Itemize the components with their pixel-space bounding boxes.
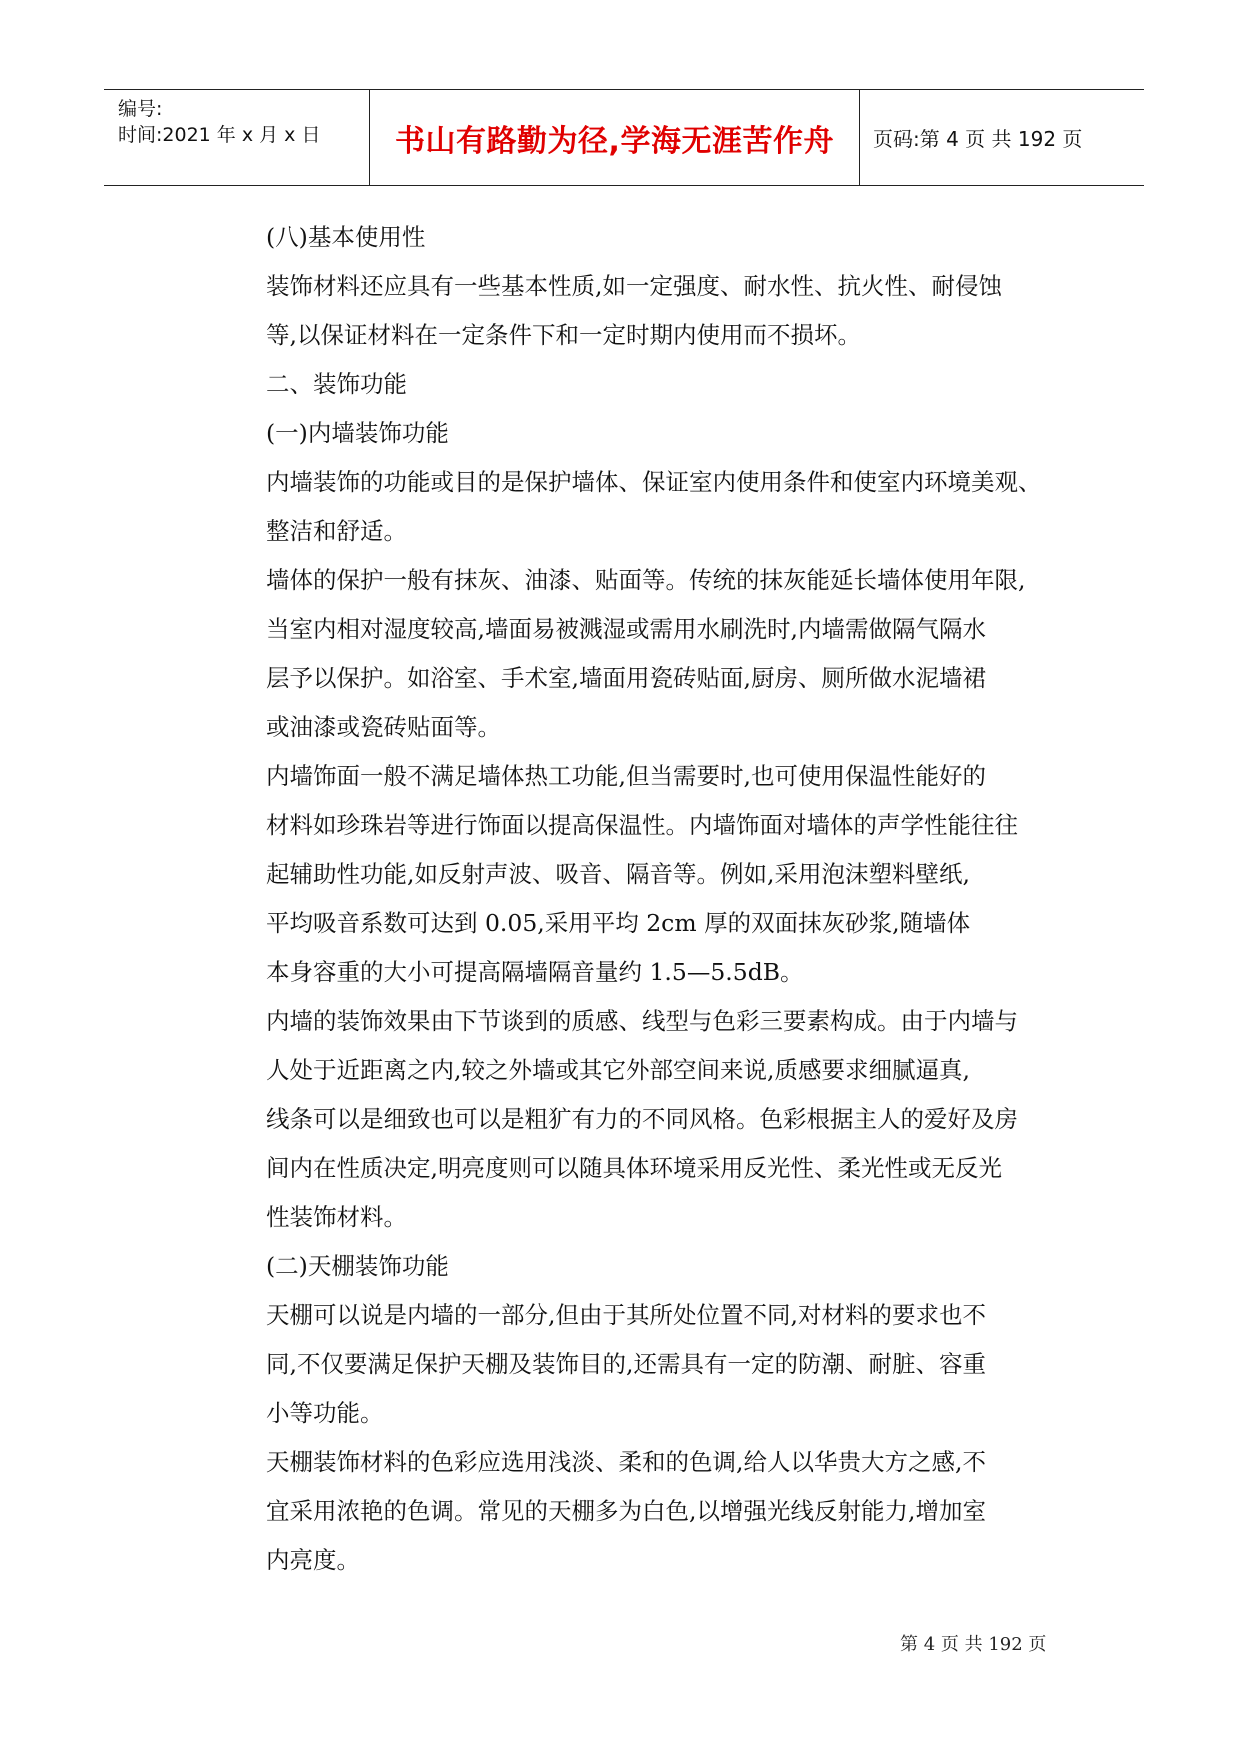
body-line: 本身容重的大小可提高隔墙隔音量约 1.5—5.5dB。 xyxy=(266,958,804,986)
section-heading-decor-function: 二、装饰功能 xyxy=(266,370,407,398)
page-header xyxy=(104,89,1144,186)
header-page-cell xyxy=(860,90,1144,185)
body-line: 间内在性质决定,明亮度则可以随具体环境采用反光性、柔光性或无反光 xyxy=(266,1154,1002,1182)
body-line: 平均吸音系数可达到 0.05,采用平均 2cm 厚的双面抹灰砂浆,随墙体 xyxy=(266,909,971,937)
body-line: 或油漆或瓷砖贴面等。 xyxy=(266,713,501,741)
body-line: 小等功能。 xyxy=(266,1399,384,1427)
header-info-cell xyxy=(104,90,370,185)
body-line: 材料如珍珠岩等进行饰面以提高保温性。内墙饰面对墙体的声学性能往往 xyxy=(266,811,1018,839)
body-line: 人处于近距离之内,较之外墙或其它外部空间来说,质感要求细腻逼真, xyxy=(266,1056,970,1084)
document-body xyxy=(266,213,1076,1585)
page-code: 页码:第 4 页 共 192 页 xyxy=(873,127,1083,151)
body-line: 内墙装饰的功能或目的是保护墙体、保证室内使用条件和使室内环境美观、 xyxy=(266,468,1042,496)
heading-basic-usability: (八)基本使用性 xyxy=(266,223,426,251)
body-line: 内亮度。 xyxy=(266,1546,360,1574)
body-line: 天棚可以说是内墙的一部分,但由于其所处位置不同,对材料的要求也不 xyxy=(266,1301,986,1329)
heading-ceiling: (二)天棚装饰功能 xyxy=(266,1252,449,1280)
body-line: 内墙的装饰效果由下节谈到的质感、线型与色彩三要素构成。由于内墙与 xyxy=(266,1007,1018,1035)
body-line: 天棚装饰材料的色彩应选用浅淡、柔和的色调,给人以华贵大方之感,不 xyxy=(266,1448,986,1476)
header-motto-cell xyxy=(370,90,860,185)
motto-text: 书山有路勤为径,学海无涯苦作舟 xyxy=(395,123,834,159)
body-line: 墙体的保护一般有抹灰、油漆、贴面等。传统的抹灰能延长墙体使用年限, xyxy=(266,566,1026,594)
body-line: 起辅助性功能,如反射声波、吸音、隔音等。例如,采用泡沫塑料壁纸, xyxy=(266,860,970,888)
serial-label: 编号: xyxy=(118,98,163,120)
body-line: 性装饰材料。 xyxy=(266,1203,407,1231)
body-line: 线条可以是细致也可以是粗犷有力的不同风格。色彩根据主人的爱好及房 xyxy=(266,1105,1018,1133)
time-label: 时间:2021 年 x 月 x 日 xyxy=(118,124,321,146)
heading-interior-wall: (一)内墙装饰功能 xyxy=(266,419,449,447)
body-line: 等,以保证材料在一定条件下和一定时期内使用而不损坏。 xyxy=(266,321,861,349)
body-line: 当室内相对湿度较高,墙面易被溅湿或需用水刷洗时,内墙需做隔气隔水 xyxy=(266,615,986,643)
body-line: 层予以保护。如浴室、手术室,墙面用瓷砖贴面,厨房、厕所做水泥墙裙 xyxy=(266,664,986,692)
body-line: 内墙饰面一般不满足墙体热工功能,但当需要时,也可使用保温性能好的 xyxy=(266,762,986,790)
body-line: 装饰材料还应具有一些基本性质,如一定强度、耐水性、抗火性、耐侵蚀 xyxy=(266,272,1002,300)
page-footer: 第 4 页 共 192 页 xyxy=(900,1634,1047,1655)
body-line: 宜采用浓艳的色调。常见的天棚多为白色,以增强光线反射能力,增加室 xyxy=(266,1497,986,1525)
body-line: 整洁和舒适。 xyxy=(266,517,407,545)
body-line: 同,不仅要满足保护天棚及装饰目的,还需具有一定的防潮、耐脏、容重 xyxy=(266,1350,986,1378)
